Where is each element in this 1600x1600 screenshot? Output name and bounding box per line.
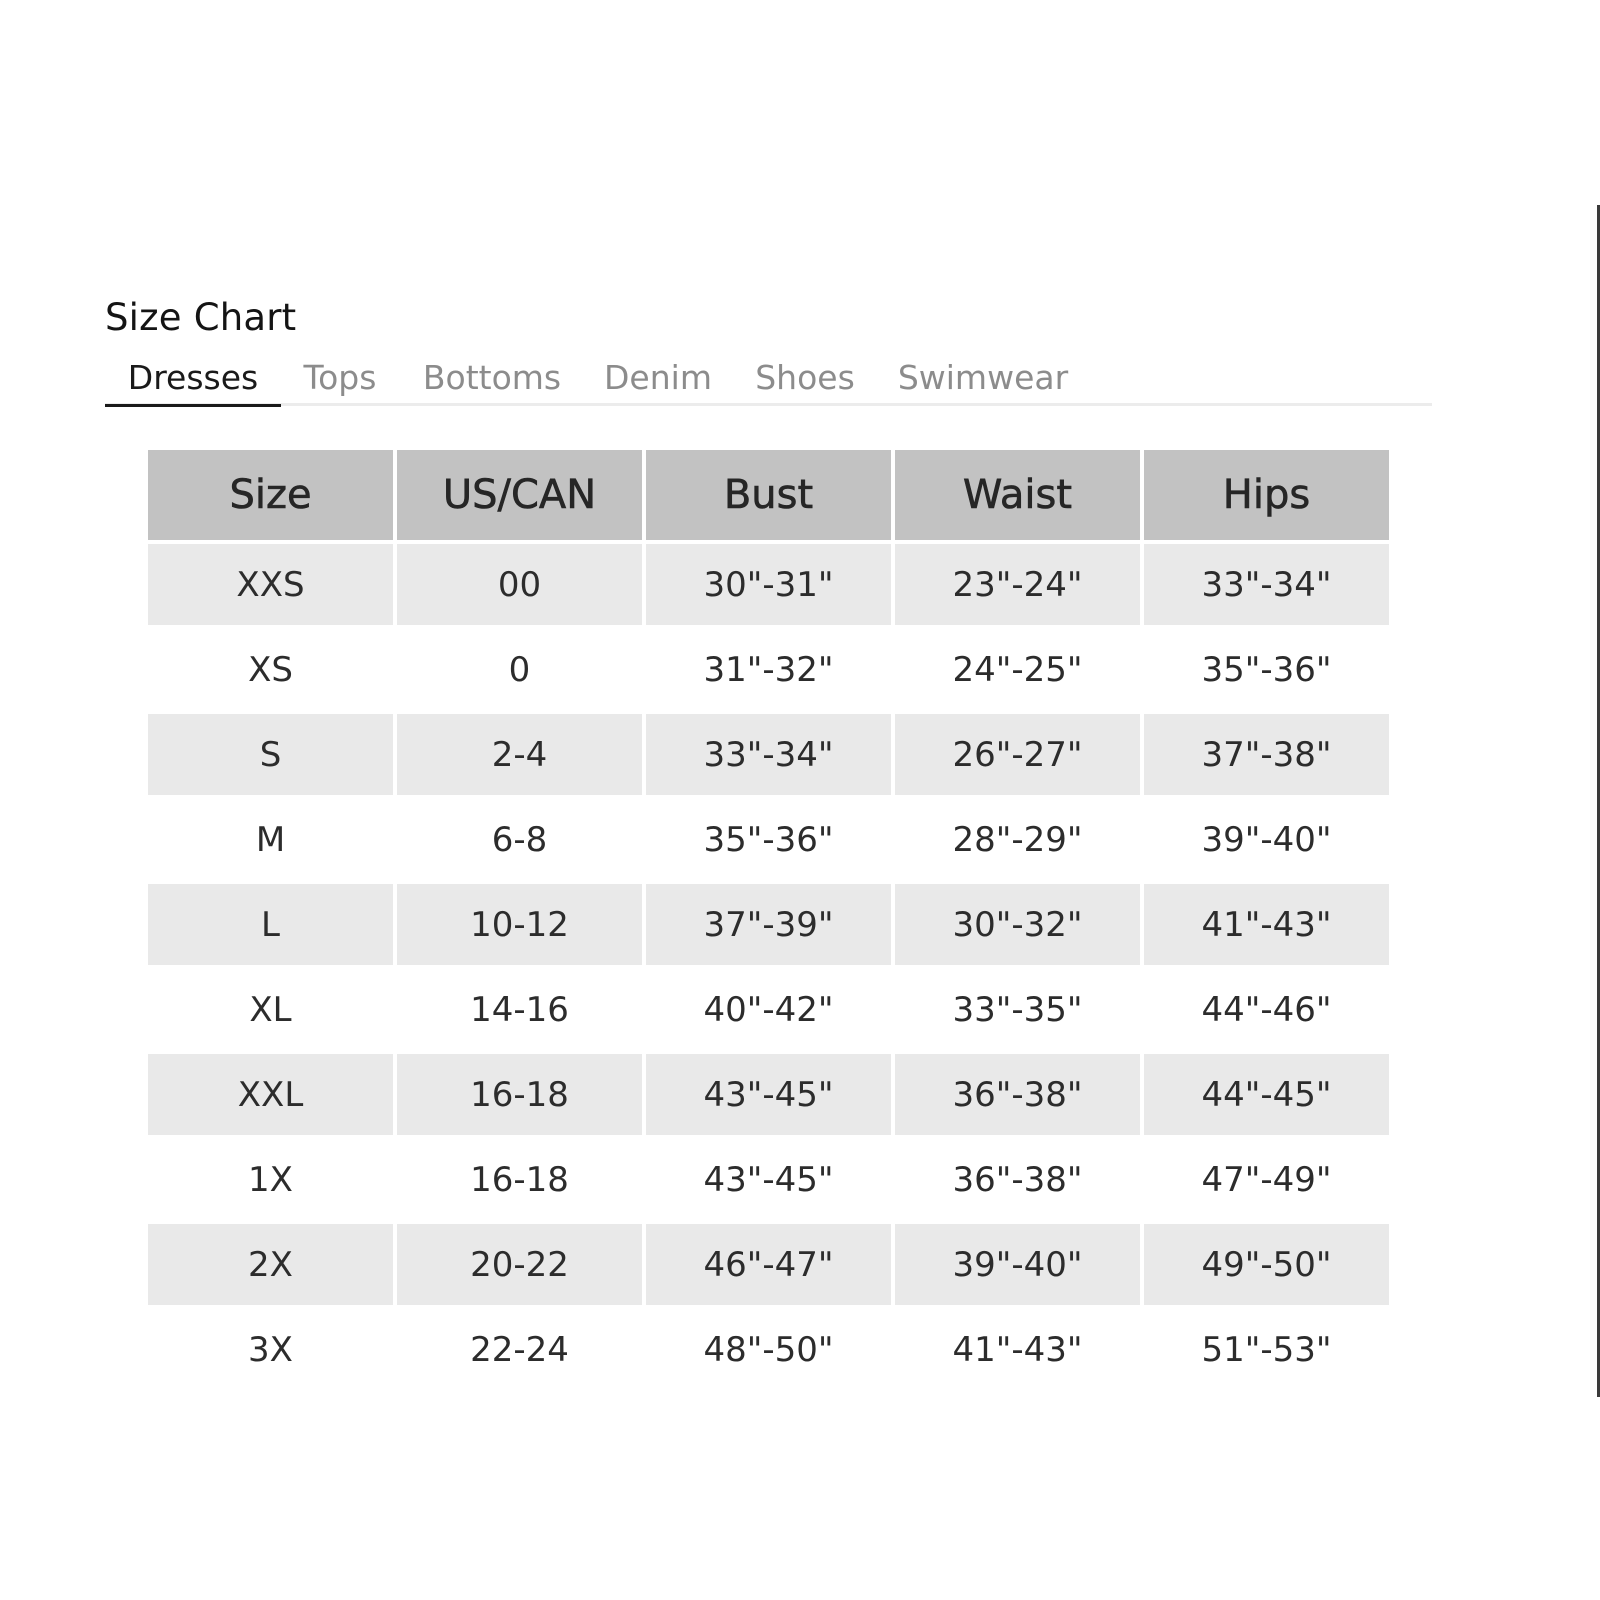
table-row: [148, 1220, 1389, 1305]
cell-bust: 31"-32": [646, 625, 891, 710]
cell-us-can: 10-12: [397, 880, 642, 965]
cell-hips: 37"-38": [1144, 710, 1389, 795]
cell-waist: 41"-43": [895, 1305, 1140, 1390]
cell-bust: 35"-36": [646, 795, 891, 880]
cell-bust: 46"-47": [646, 1220, 891, 1305]
cell-size: 2X: [148, 1220, 393, 1305]
cell-size: M: [148, 795, 393, 880]
header-us-can: US/CAN: [397, 450, 642, 540]
tab-swimwear[interactable]: Swimwear: [897, 358, 1069, 397]
header-bust: Bust: [646, 450, 891, 540]
cell-hips: 35"-36": [1144, 625, 1389, 710]
cell-waist: 36"-38": [895, 1050, 1140, 1135]
cell-waist: 36"-38": [895, 1135, 1140, 1220]
cell-us-can: 22-24: [397, 1305, 642, 1390]
cell-waist: 26"-27": [895, 710, 1140, 795]
header-hips: Hips: [1144, 450, 1389, 540]
cell-us-can: 16-18: [397, 1050, 642, 1135]
cell-size: 3X: [148, 1305, 393, 1390]
cell-hips: 33"-34": [1144, 540, 1389, 625]
cell-waist: 23"-24": [895, 540, 1140, 625]
tab-denim[interactable]: Denim: [604, 358, 712, 397]
table-row: [148, 1135, 1389, 1220]
category-tabs: [105, 356, 1432, 406]
table-row: [148, 880, 1389, 965]
page-title: Size Chart: [105, 296, 297, 339]
cell-hips: 41"-43": [1144, 880, 1389, 965]
cell-hips: 39"-40": [1144, 795, 1389, 880]
cell-us-can: 6-8: [397, 795, 642, 880]
size-table: [144, 450, 1393, 1390]
cell-waist: 39"-40": [895, 1220, 1140, 1305]
table-row: [148, 795, 1389, 880]
cell-bust: 48"-50": [646, 1305, 891, 1390]
cell-waist: 33"-35": [895, 965, 1140, 1050]
tab-shoes[interactable]: Shoes: [755, 358, 855, 397]
cell-bust: 43"-45": [646, 1135, 891, 1220]
table-header-row: [148, 450, 1389, 540]
cell-size: S: [148, 710, 393, 795]
table-row: [148, 1305, 1389, 1390]
table-row: [148, 540, 1389, 625]
cell-size: XXS: [148, 540, 393, 625]
cell-bust: 30"-31": [646, 540, 891, 625]
table-row: [148, 625, 1389, 710]
cell-waist: 28"-29": [895, 795, 1140, 880]
cell-waist: 30"-32": [895, 880, 1140, 965]
table-row: [148, 965, 1389, 1050]
cell-hips: 51"-53": [1144, 1305, 1389, 1390]
cell-bust: 40"-42": [646, 965, 891, 1050]
header-size: Size: [148, 450, 393, 540]
cell-size: 1X: [148, 1135, 393, 1220]
table-row: [148, 1050, 1389, 1135]
tab-bottoms[interactable]: Bottoms: [422, 358, 562, 397]
cell-us-can: 0: [397, 625, 642, 710]
cell-size: XL: [148, 965, 393, 1050]
tab-tops[interactable]: Tops: [303, 358, 377, 397]
cell-hips: 44"-45": [1144, 1050, 1389, 1135]
cell-hips: 49"-50": [1144, 1220, 1389, 1305]
tab-dresses[interactable]: Dresses: [105, 356, 281, 407]
header-waist: Waist: [895, 450, 1140, 540]
cell-bust: 43"-45": [646, 1050, 891, 1135]
cell-us-can: 20-22: [397, 1220, 642, 1305]
cell-us-can: 16-18: [397, 1135, 642, 1220]
cell-waist: 24"-25": [895, 625, 1140, 710]
table-row: [148, 710, 1389, 795]
cell-bust: 37"-39": [646, 880, 891, 965]
cell-us-can: 00: [397, 540, 642, 625]
cell-us-can: 2-4: [397, 710, 642, 795]
cell-hips: 44"-46": [1144, 965, 1389, 1050]
cell-bust: 33"-34": [646, 710, 891, 795]
cell-size: L: [148, 880, 393, 965]
cell-size: XS: [148, 625, 393, 710]
cell-hips: 47"-49": [1144, 1135, 1389, 1220]
cell-size: XXL: [148, 1050, 393, 1135]
cell-us-can: 14-16: [397, 965, 642, 1050]
